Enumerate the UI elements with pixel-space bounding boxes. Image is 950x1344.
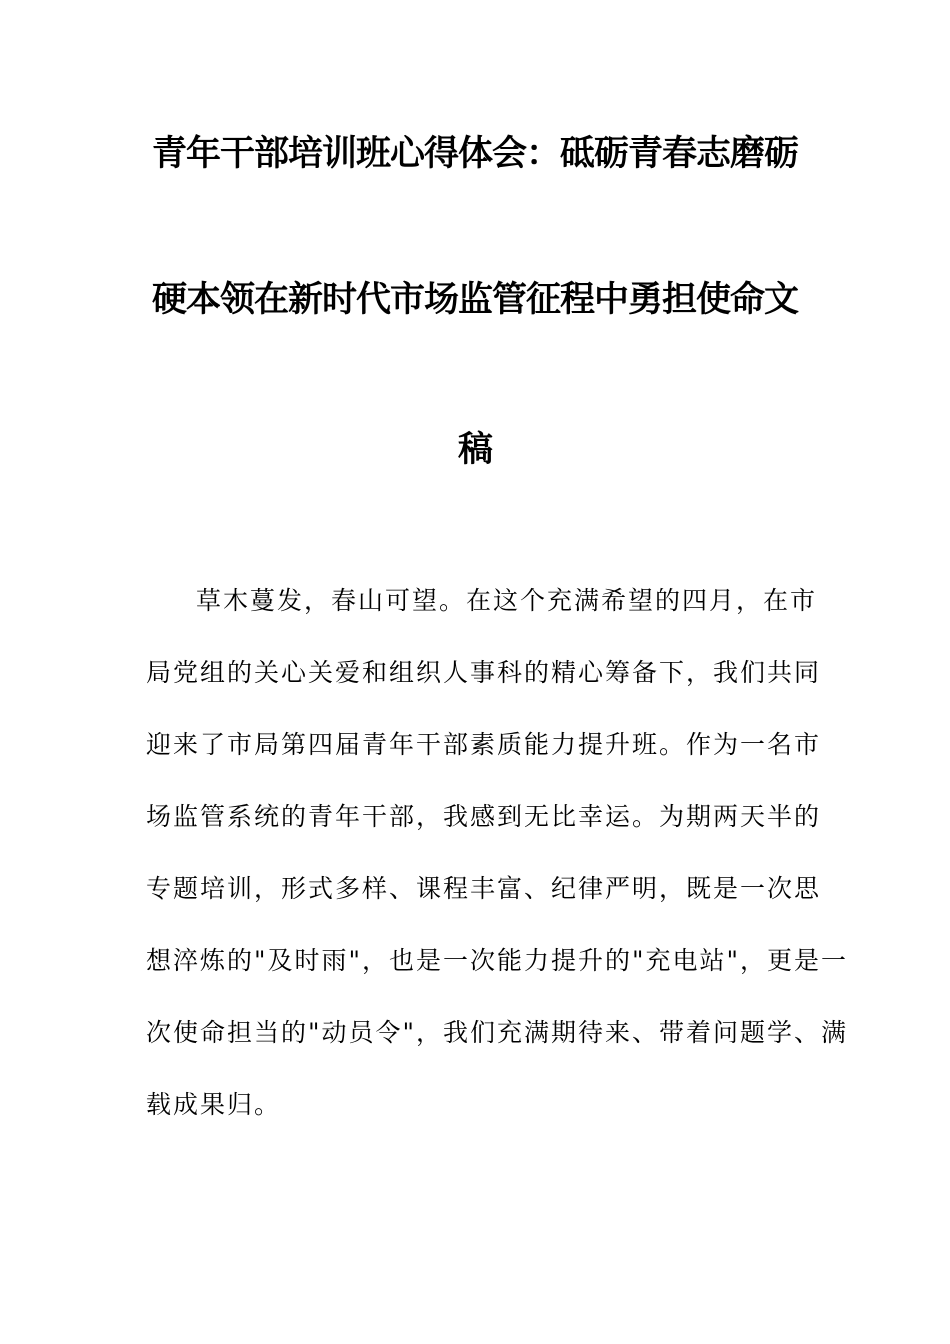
paragraph-line-8: 载成果归。 bbox=[146, 1090, 282, 1119]
paragraph-line-3: 迎来了市局第四届青年干部素质能力提升班。作为一名市 bbox=[146, 730, 822, 759]
document-title-line-2: 硬本领在新时代市场监管征程中勇担使命文 bbox=[151, 280, 798, 320]
paragraph-line-7: 次使命担当的"动员令"，我们充满期待来、带着问题学、满 bbox=[146, 1018, 849, 1047]
paragraph-line-6: 想淬炼的"及时雨"，也是一次能力提升的"充电站"，更是一 bbox=[146, 946, 848, 975]
paragraph-line-2: 局党组的关心关爱和组织人事科的精心筹备下，我们共同 bbox=[146, 658, 822, 687]
document-title-line-3: 稿 bbox=[457, 430, 492, 470]
paragraph-line-4: 场监管系统的青年干部，我感到无比幸运。为期两天半的 bbox=[146, 802, 822, 831]
paragraph-line-5: 专题培训，形式多样、课程丰富、纪律严明，既是一次思 bbox=[146, 874, 822, 903]
paragraph-line-1: 草木蔓发，春山可望。在这个充满希望的四月，在市 bbox=[196, 586, 818, 615]
document-title-line-1: 青年干部培训班心得体会：砥砺青春志磨砺 bbox=[151, 134, 798, 174]
